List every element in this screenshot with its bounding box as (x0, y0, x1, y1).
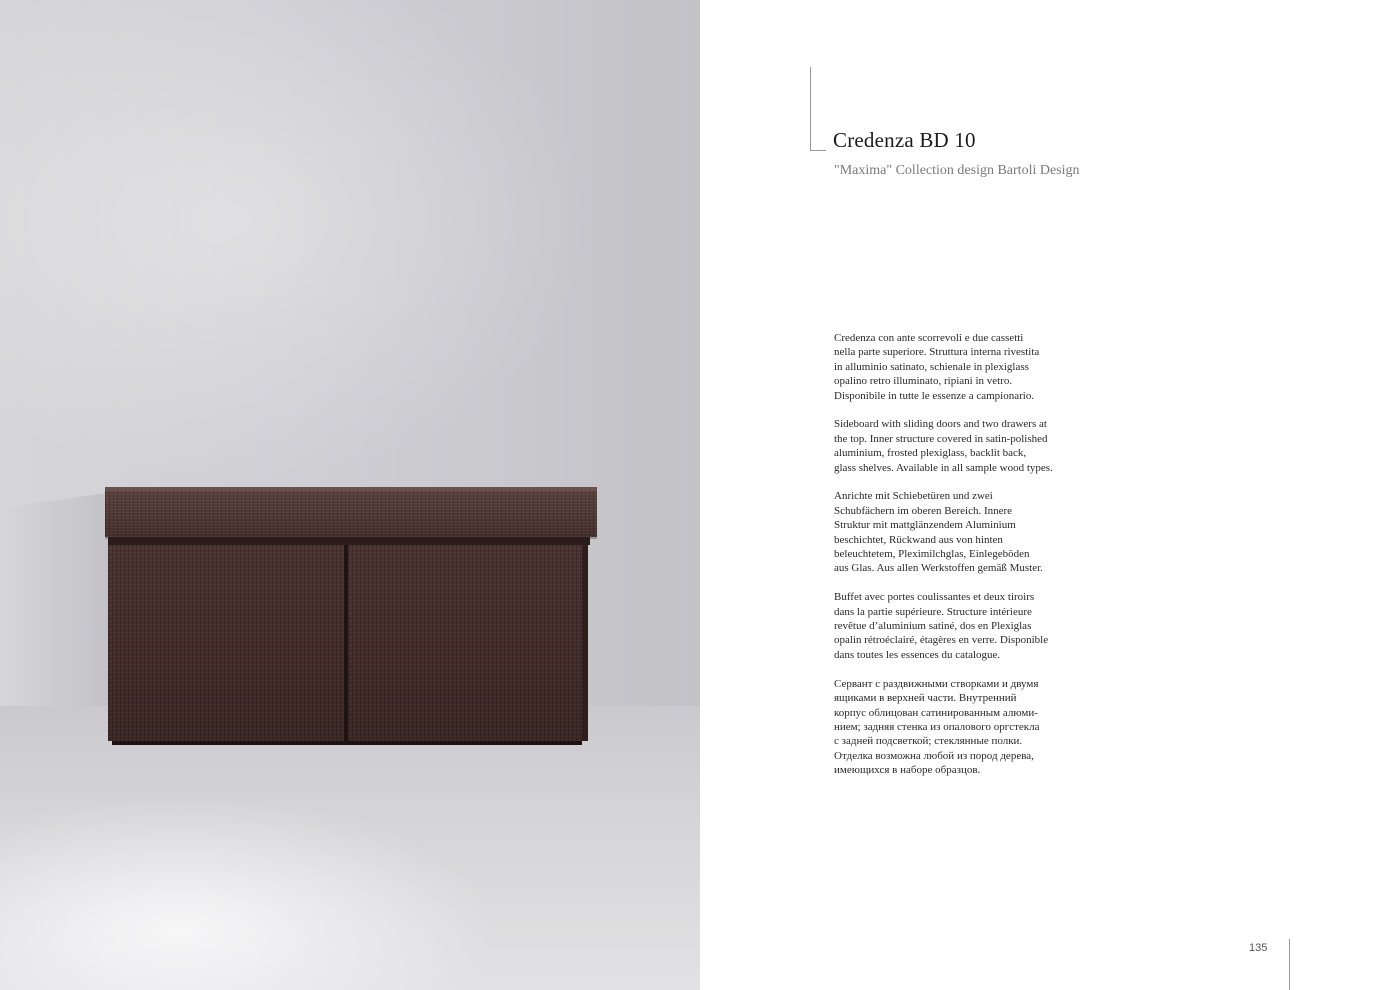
credenza-top-drawers (105, 487, 597, 537)
credenza-side (582, 545, 588, 741)
credenza-recess (108, 537, 590, 545)
credenza-right-door (348, 545, 582, 741)
description-english: Sideboard with sliding doors and two drawers at the top. Inner structure covered in satin-polished aluminium, frosted plexiglass, backlit back, glass shelves. Available in all sample wood types. (834, 418, 1053, 474)
title-bracket-horizontal (810, 150, 826, 151)
description-italian: Credenza con ante scorrevoli e due cassetti nella parte superiore. Struttura interna rivestita in alluminio satinato, schienale in plexiglass opalino retro illuminato, ripiani in vetro. Disponibile in tutte le essenze a campionario. (834, 332, 1040, 402)
credenza-top-edge (105, 487, 597, 491)
credenza-base (112, 741, 582, 745)
description-russian: Сервант с раздвижными створками и двумя ящиками в верхней части. Внутренний корпус облицован сатинированным алюми- нием; задняя стенка из опалового оргстекла с задней подсветкой; стеклянные полки. Отделка возможна любой из пород дерева, имеющихся в наборе образцов. (834, 677, 1040, 777)
page-number: 135 (1249, 942, 1268, 954)
description-block (834, 331, 1084, 792)
product-title: Credenza BD 10 (833, 128, 976, 152)
description-german: Anrichte mit Schiebetüren und zwei Schubfächern im oberen Bereich. Innere Struktur mit mattglänzendem Aluminium beschichtet, Rückwand aus von hinten beleuchtetem, Pleximilchglas, Einlegeböden aus Glas. Aus allen Werkstoffen gemäß Muster. (834, 490, 1043, 575)
description-french: Buffet avec portes coulissantes et deux tiroirs dans la partie supérieure. Structure intérieure revêtue d’aluminium satiné, dos en Plexiglas opalin rétroéclairé, étagères en verre. Disponible dans toutes les essences du catalogue. (834, 591, 1049, 661)
credenza-left-door (108, 545, 344, 741)
product-subtitle: "Maxima" Collection design Bartoli Design (834, 163, 1080, 178)
title-bracket-vertical (810, 67, 811, 151)
page-number-rule (1289, 939, 1290, 990)
